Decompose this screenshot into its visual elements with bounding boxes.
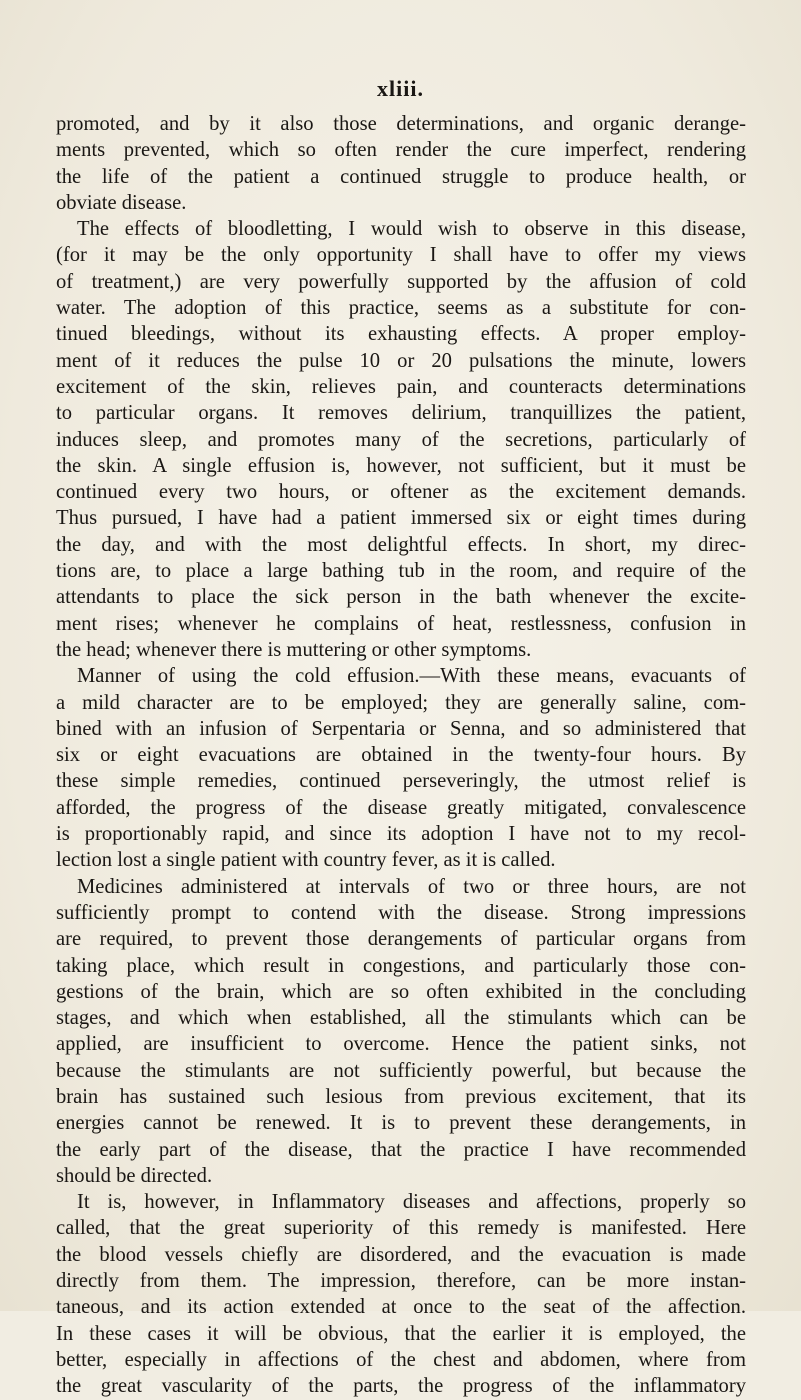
text-line: It is, however, in Inflammatory diseases and affections, properly so xyxy=(77,1191,746,1214)
text-line: six or eight evacuations are obtained in the twenty-four hours. By xyxy=(56,744,746,767)
text-line: ment of it reduces the pulse 10 or 20 pulsations the minute, lowers xyxy=(56,349,746,372)
text-line: tinued bleedings, without its exhausting effects. A proper employ- xyxy=(56,323,746,346)
text-line: are required, to prevent those derangements of particular organs from xyxy=(56,928,746,951)
text-line: is proportionably rapid, and since its adoption I have not to my recol- xyxy=(56,823,746,846)
text-line: continued every two hours, or oftener as the excitement demands. xyxy=(56,481,746,504)
text-line: afforded, the progress of the disease greatly mitigated, convalescence xyxy=(56,796,746,819)
text-line: directly from them. The impression, therefore, can be more instan- xyxy=(56,1270,746,1293)
text-line: should be directed. xyxy=(56,1164,213,1187)
text-line: gestions of the brain, which are so often exhibited in the concluding xyxy=(56,980,746,1003)
text-line: stages, and which when established, all the stimulants which can be xyxy=(56,1007,746,1030)
text-line: better, especially in affections of the chest and abdomen, where from xyxy=(56,1348,746,1371)
text-line: the head; whenever there is muttering or other symptoms. xyxy=(56,638,532,661)
text-line: induces sleep, and promotes many of the secretions, particularly of xyxy=(56,428,746,451)
text-line: the blood vessels chiefly are disordered, and the evacuation is made xyxy=(56,1243,746,1266)
text-line: (for it may be the only opportunity I shall have to offer my views xyxy=(56,244,746,267)
paragraph xyxy=(56,216,746,663)
text-line: these simple remedies, continued perseveringly, the utmost relief is xyxy=(56,770,746,793)
text-line: In these cases it will be obvious, that the earlier it is employed, the xyxy=(56,1322,746,1345)
text-line: the life of the patient a continued struggle to produce health, or xyxy=(56,165,746,188)
paragraph xyxy=(56,874,746,1190)
text-line: called, that the great superiority of this remedy is manifested. Here xyxy=(56,1217,746,1240)
text-line: promoted, and by it also those determinations, and organic derange- xyxy=(56,113,746,135)
text-line: the early part of the disease, that the practice I have recommended xyxy=(56,1138,746,1161)
paragraph xyxy=(56,663,746,873)
text-line: the day, and with the most delightful effects. In short, my direc- xyxy=(56,533,746,556)
text-line: to particular organs. It removes delirium, tranquillizes the patient, xyxy=(56,402,746,425)
text-line: energies cannot be renewed. It is to prevent these derangements, in xyxy=(56,1112,746,1135)
text-line: a mild character are to be employed; they are generally saline, com- xyxy=(56,691,746,714)
text-line: attendants to place the sick person in the bath whenever the excite- xyxy=(56,586,746,609)
text-line: Manner of using the cold effusion.—With these means, evacuants of xyxy=(77,665,746,688)
text-line: ment rises; whenever he complains of heat, restlessness, confusion in xyxy=(56,612,746,635)
body-text xyxy=(56,111,746,1400)
paragraph xyxy=(56,1189,746,1399)
text-line: ments prevented, which so often render the cure imperfect, rendering xyxy=(56,139,746,162)
text-line: the skin. A single effusion is, however, not sufficient, but it must be xyxy=(56,454,746,477)
text-line: obviate disease. xyxy=(56,191,187,214)
text-line: the great vascularity of the parts, the progress of the inflammatory xyxy=(56,1375,746,1398)
text-line: because the stimulants are not sufficiently powerful, but because the xyxy=(56,1059,746,1082)
text-line: sufficiently prompt to contend with the disease. Strong impressions xyxy=(56,901,746,924)
text-line: lection lost a single patient with country fever, as it is called. xyxy=(56,849,556,872)
text-line: Thus pursued, I have had a patient immersed six or eight times during xyxy=(56,507,746,530)
page-number: xliii. xyxy=(377,76,424,101)
text-line: applied, are insufficient to overcome. Hence the patient sinks, not xyxy=(56,1033,746,1056)
text-line: taneous, and its action extended at once to the seat of the affection. xyxy=(56,1296,746,1319)
text-line: Medicines administered at intervals of two or three hours, are not xyxy=(77,875,746,898)
text-line: tions are, to place a large bathing tub in the room, and require of the xyxy=(56,560,746,583)
text-line: excitement of the skin, relieves pain, and counteracts determinations xyxy=(56,375,746,398)
text-line: of treatment,) are very powerfully supported by the affusion of cold xyxy=(56,270,746,293)
text-line: taking place, which result in congestions, and particularly those con- xyxy=(56,954,746,977)
text-line: bined with an infusion of Serpentaria or Senna, and so administered that xyxy=(56,717,746,740)
text-line: water. The adoption of this practice, seems as a substitute for con- xyxy=(56,297,746,320)
paragraph xyxy=(56,111,746,216)
text-line: The effects of bloodletting, I would wish to observe in this disease, xyxy=(77,218,746,241)
text-line: brain has sustained such lesious from previous excitement, that its xyxy=(56,1085,746,1108)
